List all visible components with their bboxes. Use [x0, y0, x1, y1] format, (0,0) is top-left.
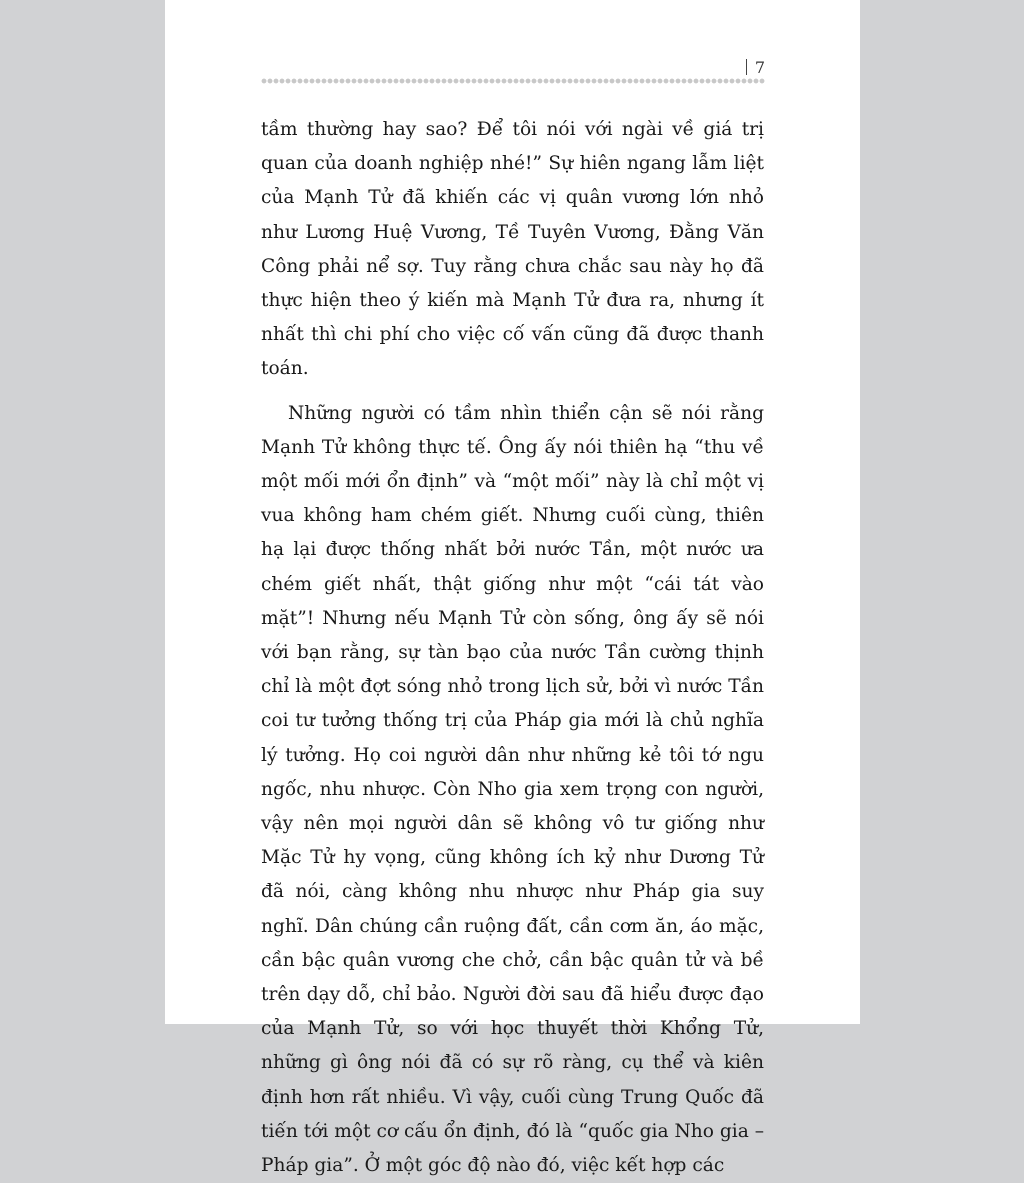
page-header	[261, 58, 765, 84]
page-number-value: 7	[754, 58, 765, 77]
page-number	[746, 58, 765, 78]
header-dotted-rule	[261, 78, 765, 84]
page-number-separator	[746, 59, 747, 75]
body-text	[261, 113, 764, 1183]
paragraph-continuation: tầm thường hay sao? Để tôi nói với ngài về giá trị quan của doanh nghiệp nhé!” Sự hiên ngang lẫm liệt của Mạnh Tử đã khiến các vị quân vương lớn nhỏ như Lương Huệ Vương, Tề Tuyên Vương, Đằng Văn Công phải nể sợ. Tuy rằng chưa chắc sau này họ đã thực hiện theo ý kiến mà Mạnh Tử đưa ra, nhưng ít nhất thì chi phí cho việc cố vấn cũng đã được thanh toán.	[261, 119, 764, 380]
paragraph-indented: Những người có tầm nhìn thiển cận sẽ nói rằng Mạnh Tử không thực tế. Ông ấy nói thiên hạ “thu về một mối mới ổn định” và “một mối” này là chỉ một vị vua không ham chém giết. Nhưng cuối cùng, thiên hạ lại được thống nhất bởi nước Tần, một nước ưa chém giết nhất, thật giống như một “cái tát vào mặt”! Nhưng nếu Mạnh Tử còn sống, ông ấy sẽ nói với bạn rằng, sự tàn bạo của nước Tần cường thịnh chỉ là một đợt sóng nhỏ trong lịch sử, bởi vì nước Tần coi tư tưởng thống trị của Pháp gia mới là chủ nghĩa lý tưởng. Họ coi người dân như những kẻ tôi tớ ngu ngốc, nhu nhược. Còn Nho gia xem trọng con người, vậy nên mọi người dân sẽ không vô tư giống như Mặc Tử hy vọng, cũng không ích kỷ như Dương Tử đã nói, càng không nhu nhược như Pháp gia suy nghĩ. Dân chúng cần ruộng đất, cần cơm ăn, áo mặc, cần bậc quân vương che chở, cần bậc quân tử và bề trên dạy dỗ, chỉ bảo. Người đời sau đã hiểu được đạo của Mạnh Tử, so với học thuyết thời Khổng Tử, những gì ông nói đã có sự rõ ràng, cụ thể và kiên định hơn rất nhiều. Vì vậy, cuối cùng Trung Quốc đã tiến tới một cơ cấu ổn định, đó là “quốc gia Nho gia – Pháp gia”. Ở một góc độ nào đó, việc kết hợp các	[261, 402, 764, 1177]
book-page	[165, 0, 860, 1177]
